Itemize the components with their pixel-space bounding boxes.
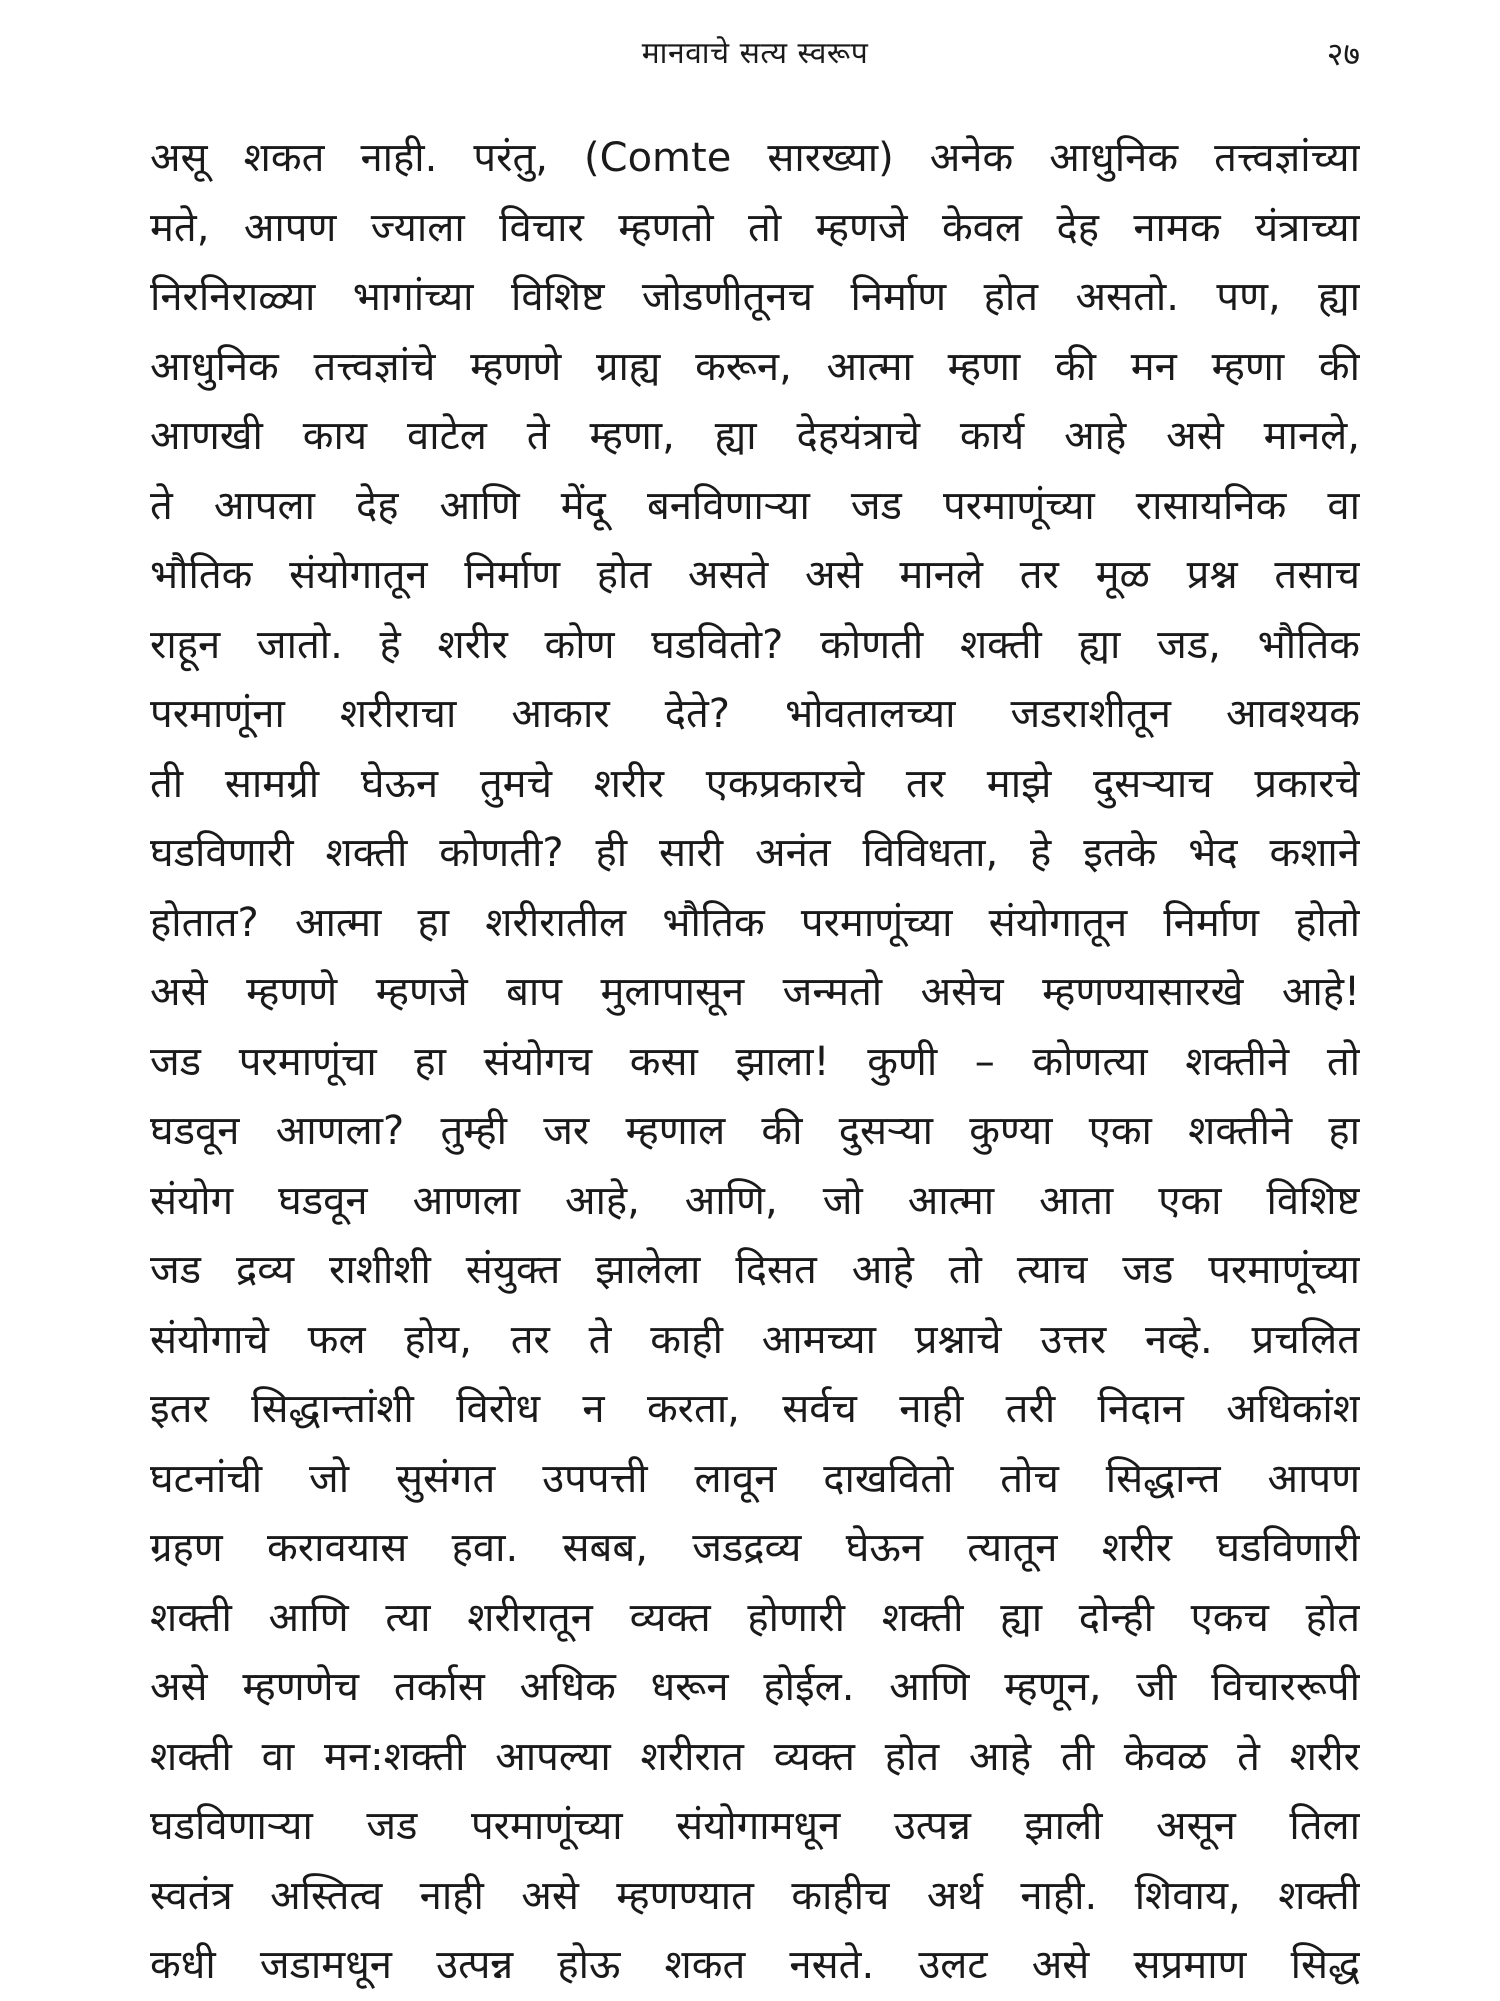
text-line: असू शकत नाही. परंतु, (Comte सारख्या) अनेक आधुनिक तत्त्वज्ञांच्या (150, 135, 1360, 181)
text-line: जड द्रव्य राशीशी संयुक्त झालेला दिसत आहे तो त्याच जड परमाणूंच्या (150, 1247, 1360, 1293)
text-line: घडविणाऱ्या जड परमाणूंच्या संयोगामधून उत्पन्न झाली असून तिला (150, 1803, 1360, 1849)
text-line: असे म्हणणे म्हणजे बाप मुलापासून जन्मतो असेच म्हणण्यासारखे आहे! (150, 969, 1360, 1015)
text-line: ती सामग्री घेऊन तुमचे शरीर एकप्रकारचे तर माझे दुसऱ्याच प्रकारचे (150, 760, 1360, 807)
text-line: शक्ती वा मन:शक्ती आपल्या शरीरात व्यक्त होत आहे ती केवळ ते शरीर (150, 1733, 1360, 1780)
text-line: घडविणारी शक्ती कोणती? ही सारी अनंत विविधता, हे इतके भेद कशाने (150, 830, 1360, 876)
body-text (150, 124, 1360, 2001)
text-line: भौतिक संयोगातून निर्माण होत असते असे मानले तर मूळ प्रश्न तसाच (150, 552, 1360, 598)
running-head (150, 26, 1360, 86)
running-title: मानवाचे सत्य स्वरूप (641, 36, 869, 71)
text-line: परमाणूंना शरीराचा आकार देते? भोवतालच्या जडराशीतून आवश्यक (150, 691, 1360, 737)
text-line: असे म्हणणेच तर्कास अधिक धरून होईल. आणि म्हणून, जी विचाररूपी (150, 1664, 1360, 1710)
text-line: कधी जडामधून उत्पन्न होऊ शकत नसते. उलट असे सप्रमाण सिद्ध (150, 1942, 1360, 1988)
text-line: घडवून आणला? तुम्ही जर म्हणाल की दुसऱ्या कुण्या एका शक्तीने हा (150, 1108, 1360, 1154)
text-line: आधुनिक तत्त्वज्ञांचे म्हणणे ग्राह्य करून, आत्मा म्हणा की मन म्हणा की (150, 343, 1360, 390)
text-line: निरनिराळ्या भागांच्या विशिष्ट जोडणीतूनच निर्माण होत असतो. पण, ह्या (150, 274, 1360, 320)
text-line: शक्ती आणि त्या शरीरातून व्यक्त होणारी शक्ती ह्या दोन्ही एकच होत (150, 1594, 1360, 1641)
text-line: आणखी काय वाटेल ते म्हणा, ह्या देहयंत्राचे कार्य आहे असे मानले, (150, 413, 1360, 459)
text-line: स्वतंत्र अस्तित्व नाही असे म्हणण्यात काहीच अर्थ नाही. शिवाय, शक्ती (150, 1872, 1360, 1919)
text-line: जड परमाणूंचा हा संयोगच कसा झाला! कुणी – कोणत्या शक्तीने तो (150, 1038, 1360, 1085)
text-line: होतात? आत्मा हा शरीरातील भौतिक परमाणूंच्या संयोगातून निर्माण होतो (150, 899, 1360, 946)
text-line: इतर सिद्धान्तांशी विरोध न करता, सर्वच नाही तरी निदान अधिकांश (150, 1386, 1360, 1432)
text-line: राहून जातो. हे शरीर कोण घडवितो? कोणती शक्ती ह्या जड, भौतिक (150, 621, 1360, 668)
text-line: ते आपला देह आणि मेंदू बनविणाऱ्या जड परमाणूंच्या रासायनिक वा (150, 482, 1360, 529)
text-line: संयोग घडवून आणला आहे, आणि, जो आत्मा आता एका विशिष्ट (150, 1177, 1360, 1224)
page-number: २७ (1326, 35, 1360, 73)
text-line: ग्रहण करावयास हवा. सबब, जडद्रव्य घेऊन त्यातून शरीर घडविणारी (150, 1525, 1360, 1571)
text-line: संयोगाचे फल होय, तर ते काही आमच्या प्रश्नाचे उत्तर नव्हे. प्रचलित (150, 1316, 1360, 1363)
text-line: घटनांची जो सुसंगत उपपत्ती लावून दाखवितो तोच सिद्धान्त आपण (150, 1455, 1360, 1502)
text-line: मते, आपण ज्याला विचार म्हणतो तो म्हणजे केवल देह नामक यंत्राच्या (150, 204, 1360, 251)
